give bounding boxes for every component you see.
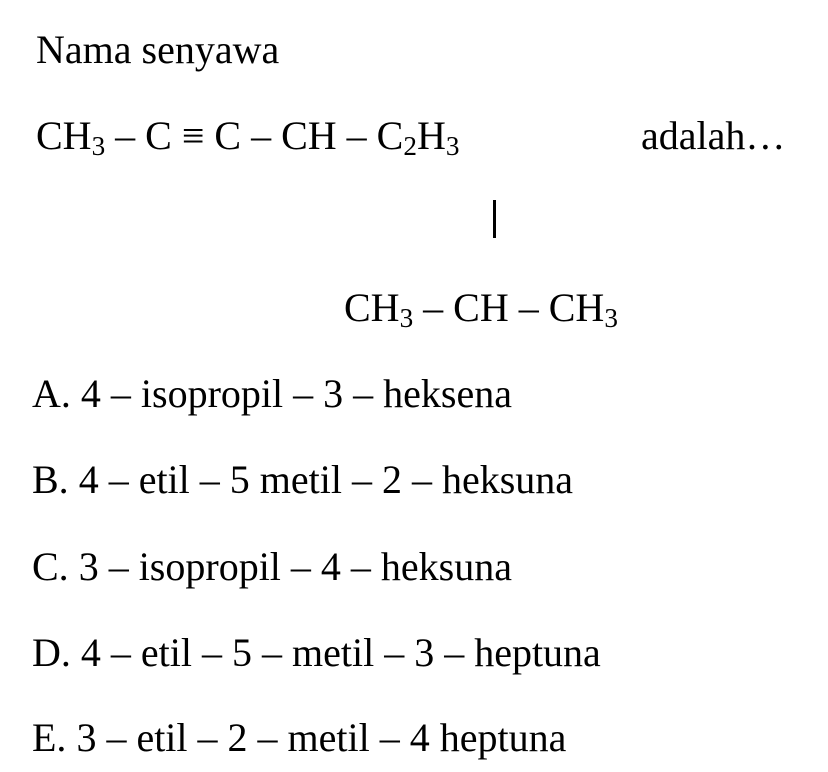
formula-h3-subscript: 3 (445, 130, 460, 161)
formula-c2-subscript: 2 (403, 130, 417, 161)
option-e-letter: E. (32, 715, 67, 760)
branch-ch3-right-subscript: 3 (604, 302, 618, 333)
option-b[interactable] (32, 457, 574, 502)
formula-h3: H (416, 113, 446, 158)
option-d-text: 4 – etil – 5 – metil – 3 – heptuna (70, 630, 601, 675)
option-b-letter: B. (32, 457, 69, 502)
option-a-text: 4 – isopropil – 3 – heksena (70, 371, 512, 416)
option-c-letter: C. (32, 544, 69, 589)
option-e-text: 3 – etil – 2 – metil – 4 heptuna (66, 715, 567, 760)
structural-formula-main-chain (36, 113, 460, 161)
option-c[interactable] (32, 544, 512, 589)
formula-ch3: CH (36, 113, 92, 158)
option-d[interactable] (32, 630, 601, 675)
option-e[interactable] (32, 715, 567, 760)
formula-chain-middle: – C ≡ C – CH – C (105, 113, 404, 158)
question-suffix: adalah… (641, 113, 786, 158)
branch-bond-line (493, 200, 496, 238)
option-b-text: 4 – etil – 5 metil – 2 – heksuna (68, 457, 574, 502)
option-a[interactable] (32, 371, 512, 416)
branch-middle: – CH – CH (413, 285, 605, 330)
question-title: Nama senyawa (36, 27, 280, 72)
option-d-letter: D. (32, 630, 71, 675)
formula-ch3-subscript: 3 (91, 130, 106, 161)
structural-formula-branch (344, 285, 618, 333)
option-c-text: 3 – isopropil – 4 – heksuna (68, 544, 512, 589)
branch-ch3-left-subscript: 3 (399, 302, 414, 333)
branch-ch3-left: CH (344, 285, 400, 330)
option-a-letter: A. (32, 371, 71, 416)
